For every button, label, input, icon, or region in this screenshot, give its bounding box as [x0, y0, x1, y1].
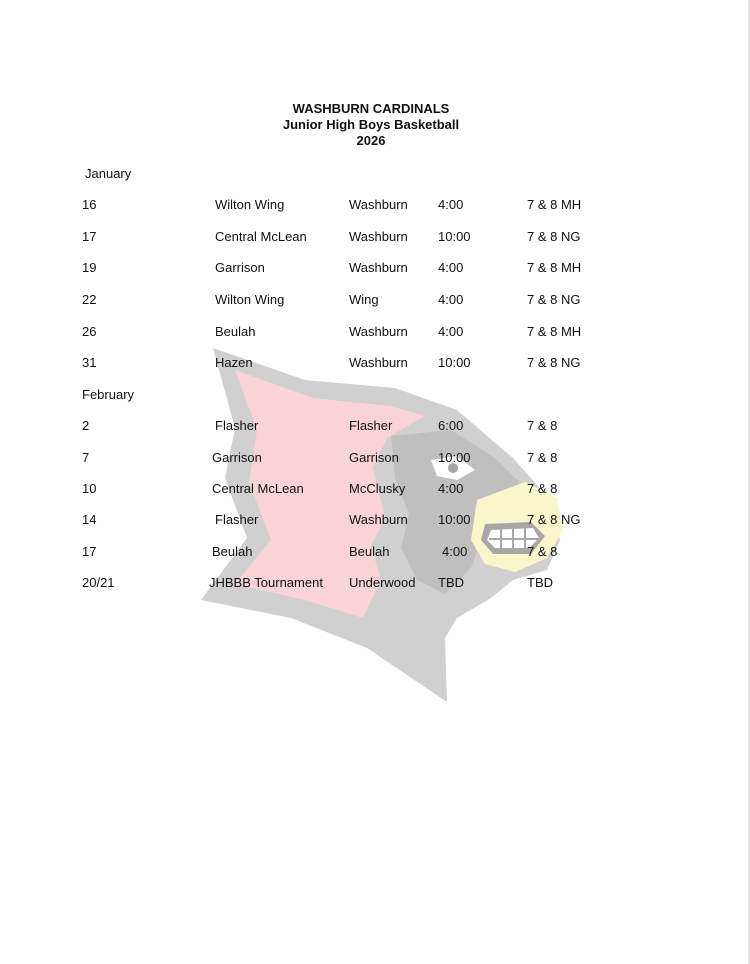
game-opponent: Central McLean: [215, 229, 307, 244]
game-time: 10:00: [438, 229, 471, 244]
game-location: Washburn: [349, 324, 408, 339]
game-date: 17: [82, 544, 97, 559]
game-date: 31: [82, 355, 97, 370]
game-date: 2: [82, 418, 90, 433]
game-row: [0, 259, 750, 277]
game-row: [0, 323, 750, 341]
game-time: 10:00: [438, 355, 471, 370]
game-opponent: JHBBB Tournament: [209, 575, 323, 590]
game-time: 4:00: [438, 260, 464, 275]
game-row: [0, 291, 750, 309]
game-time: 4:00: [438, 197, 464, 212]
game-date: 26: [82, 324, 97, 339]
game-time: 4:00: [442, 544, 468, 559]
schedule-subtitle: Junior High Boys Basketball: [282, 117, 460, 132]
game-location: Beulah: [349, 544, 390, 559]
game-grades: 7 & 8 MH: [527, 324, 582, 339]
schedule-year: 2026: [356, 133, 386, 148]
game-location: Flasher: [349, 418, 393, 433]
game-opponent: Wilton Wing: [215, 197, 285, 212]
game-time: 10:00: [438, 450, 471, 465]
schedule-header: [0, 101, 750, 149]
game-location: Washburn: [349, 229, 408, 244]
game-opponent: Wilton Wing: [215, 292, 285, 307]
game-time: 4:00: [438, 292, 464, 307]
game-grades: 7 & 8: [527, 418, 558, 433]
game-location: Washburn: [349, 512, 408, 527]
game-grades: 7 & 8 NG: [527, 229, 581, 244]
game-location: Underwood: [349, 575, 416, 590]
game-location: Wing: [349, 292, 379, 307]
game-opponent: Flasher: [215, 418, 259, 433]
game-date: 20/21: [82, 575, 115, 590]
game-row: [0, 574, 750, 592]
game-grades: 7 & 8: [527, 481, 558, 496]
game-grades: 7 & 8 NG: [527, 512, 581, 527]
game-opponent: Beulah: [215, 324, 256, 339]
game-time: TBD: [438, 575, 464, 590]
team-title: WASHBURN CARDINALS: [292, 101, 450, 116]
month-label-january: January: [85, 166, 132, 181]
game-date: 7: [82, 450, 90, 465]
game-grades: TBD: [527, 575, 553, 590]
game-time: 4:00: [438, 481, 464, 496]
game-grades: 7 & 8 NG: [527, 292, 581, 307]
game-date: 17: [82, 229, 97, 244]
game-row: [0, 511, 750, 529]
game-row: [0, 354, 750, 372]
game-date: 22: [82, 292, 97, 307]
game-location: McClusky: [349, 481, 406, 496]
game-opponent: Garrison: [212, 450, 262, 465]
game-time: 4:00: [438, 324, 464, 339]
game-opponent: Garrison: [215, 260, 265, 275]
game-opponent: Flasher: [215, 512, 259, 527]
game-location: Washburn: [349, 260, 408, 275]
game-row: [0, 417, 750, 435]
game-grades: 7 & 8 NG: [527, 355, 581, 370]
game-row: [0, 543, 750, 561]
game-row: [0, 480, 750, 498]
game-opponent: Hazen: [215, 355, 253, 370]
game-date: 16: [82, 197, 97, 212]
game-grades: 7 & 8 MH: [527, 197, 582, 212]
game-location: Washburn: [349, 197, 408, 212]
game-time: 10:00: [438, 512, 471, 527]
game-date: 10: [82, 481, 97, 496]
game-grades: 7 & 8 MH: [527, 260, 582, 275]
game-location: Garrison: [349, 450, 399, 465]
game-date: 14: [82, 512, 97, 527]
game-row: [0, 228, 750, 246]
game-location: Washburn: [349, 355, 408, 370]
game-date: 19: [82, 260, 97, 275]
cardinal-head-icon: [195, 318, 567, 702]
game-grades: 7 & 8: [527, 544, 558, 559]
game-grades: 7 & 8: [527, 450, 558, 465]
month-label-february: February: [82, 387, 135, 402]
game-time: 6:00: [438, 418, 464, 433]
game-opponent: Central McLean: [212, 481, 304, 496]
game-row: [0, 196, 750, 214]
game-row: [0, 449, 750, 467]
game-opponent: Beulah: [212, 544, 253, 559]
